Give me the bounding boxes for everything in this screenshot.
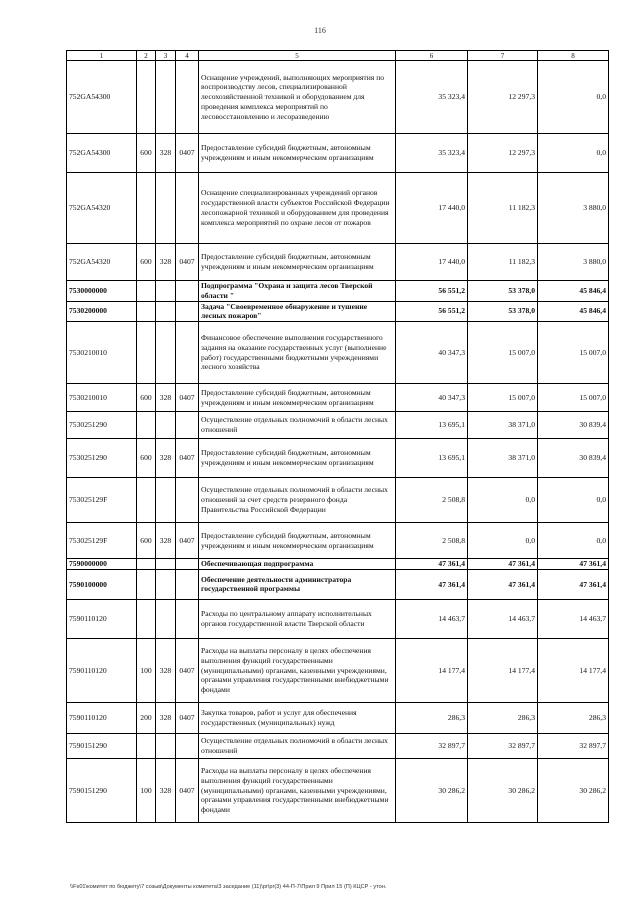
amount-col6-cell: 40 347,3 <box>396 384 468 412</box>
description-cell: Расходы по центральному аппарату исполнительных органов государственной власти Тверской области <box>199 599 396 638</box>
expense-type-cell <box>137 301 156 322</box>
header-row <box>67 51 609 61</box>
amount-col8-cell: 15 007,0 <box>538 322 609 384</box>
header-col-7: 7 <box>468 51 538 61</box>
description-cell: Расходы на выплаты персоналу в целях обеспечения выполнения функций государственными (муниципальными) органами, казенными учреждениями, органами управления государственными внебюджетными фондами <box>199 758 396 822</box>
description-cell: Предоставление субсидий бюджетным, автономным учреждениям и иным некоммерческим организациям <box>199 384 396 412</box>
expense-type-cell: 600 <box>137 523 156 559</box>
amount-col8-cell: 3 880,0 <box>538 244 609 281</box>
amount-col8-cell: 45 846,4 <box>538 301 609 322</box>
amount-col6-cell: 56 551,2 <box>396 301 468 322</box>
amount-col6-cell: 35 323,4 <box>396 134 468 173</box>
description-cell: Осуществление отдельных полномочий в области лесных отношений <box>199 733 396 758</box>
amount-col6-cell: 47 361,4 <box>396 569 468 599</box>
amount-col6-cell: 17 440,0 <box>396 244 468 281</box>
amount-col8-cell: 15 007,0 <box>538 384 609 412</box>
description-cell: Подпрограмма "Охрана и защита лесов Тверской области " <box>199 281 396 302</box>
amount-col6-cell: 35 323,4 <box>396 61 468 134</box>
amount-col6-cell: 13 695,1 <box>396 412 468 439</box>
amount-col7-cell: 38 371,0 <box>468 439 538 478</box>
amount-col8-cell: 286,3 <box>538 702 609 733</box>
kcsr-code-cell: 752GA54300 <box>67 134 137 173</box>
section-code-cell <box>176 281 199 302</box>
amount-col7-cell: 47 361,4 <box>468 569 538 599</box>
amount-col6-cell: 40 347,3 <box>396 322 468 384</box>
section-code-cell: 0407 <box>176 638 199 702</box>
header-col-3: 3 <box>156 51 176 61</box>
amount-col8-cell: 0,0 <box>538 523 609 559</box>
expense-type-cell <box>137 559 156 570</box>
ministry-code-cell: 328 <box>156 439 176 478</box>
amount-col7-cell: 15 007,0 <box>468 322 538 384</box>
section-code-cell <box>176 599 199 638</box>
section-code-cell: 0407 <box>176 134 199 173</box>
section-code-cell <box>176 322 199 384</box>
amount-col8-cell: 14 463,7 <box>538 599 609 638</box>
description-cell: Предоставление субсидий бюджетным, автономным учреждениям и иным некоммерческим организациям <box>199 439 396 478</box>
amount-col8-cell: 30 286,2 <box>538 758 609 822</box>
amount-col7-cell: 14 177,4 <box>468 638 538 702</box>
amount-col6-cell: 2 508,8 <box>396 478 468 523</box>
table-row <box>67 301 609 322</box>
table-row <box>67 569 609 599</box>
amount-col6-cell: 13 695,1 <box>396 439 468 478</box>
table-row <box>67 733 609 758</box>
section-code-cell <box>176 733 199 758</box>
table-row <box>67 559 609 570</box>
ministry-code-cell: 328 <box>156 244 176 281</box>
amount-col7-cell: 15 007,0 <box>468 384 538 412</box>
kcsr-code-cell: 7530210010 <box>67 322 137 384</box>
ministry-code-cell <box>156 322 176 384</box>
description-cell: Расходы на выплаты персоналу в целях обеспечения выполнения функций государственными (муниципальными) органами, казенными учреждениями, органами управления государственными внебюджетными фондами <box>199 638 396 702</box>
section-code-cell <box>176 301 199 322</box>
description-cell: Обеспечивающая подпрограмма <box>199 559 396 570</box>
description-cell: Предоставление субсидий бюджетным, автономным учреждениям и иным некоммерческим организациям <box>199 134 396 173</box>
table-row <box>67 384 609 412</box>
ministry-code-cell <box>156 412 176 439</box>
kcsr-code-cell: 752GA54320 <box>67 173 137 244</box>
amount-col8-cell: 0,0 <box>538 61 609 134</box>
kcsr-code-cell: 7590110120 <box>67 638 137 702</box>
section-code-cell: 0407 <box>176 523 199 559</box>
kcsr-code-cell: 7530251290 <box>67 412 137 439</box>
amount-col8-cell: 0,0 <box>538 134 609 173</box>
ministry-code-cell <box>156 599 176 638</box>
amount-col8-cell: 30 839,4 <box>538 412 609 439</box>
amount-col7-cell: 53 378,0 <box>468 281 538 302</box>
amount-col8-cell: 3 880,0 <box>538 173 609 244</box>
expense-type-cell <box>137 322 156 384</box>
ministry-code-cell <box>156 569 176 599</box>
ministry-code-cell <box>156 173 176 244</box>
kcsr-code-cell: 7590000000 <box>67 559 137 570</box>
table-row <box>67 702 609 733</box>
header-col-8: 8 <box>538 51 609 61</box>
amount-col8-cell: 45 846,4 <box>538 281 609 302</box>
table-row <box>67 244 609 281</box>
amount-col6-cell: 17 440,0 <box>396 173 468 244</box>
amount-col7-cell: 0,0 <box>468 478 538 523</box>
expense-type-cell <box>137 173 156 244</box>
table-row <box>67 173 609 244</box>
ministry-code-cell <box>156 301 176 322</box>
header-col-1: 1 <box>67 51 137 61</box>
kcsr-code-cell: 7590110120 <box>67 599 137 638</box>
expense-type-cell: 600 <box>137 244 156 281</box>
amount-col8-cell: 32 897,7 <box>538 733 609 758</box>
table-row <box>67 523 609 559</box>
amount-col7-cell: 38 371,0 <box>468 412 538 439</box>
expense-type-cell <box>137 733 156 758</box>
kcsr-code-cell: 753025129F <box>67 478 137 523</box>
amount-col7-cell: 11 182,3 <box>468 244 538 281</box>
expense-type-cell <box>137 61 156 134</box>
expense-type-cell <box>137 569 156 599</box>
header-col-6: 6 <box>396 51 468 61</box>
ministry-code-cell <box>156 281 176 302</box>
section-code-cell: 0407 <box>176 758 199 822</box>
amount-col7-cell: 30 286,2 <box>468 758 538 822</box>
description-cell: Оснащение учреждений, выполняющих мероприятия по воспроизводству лесов, специализированной лесохозяйственной техникой и оборудованием для проведения комплекса мероприятий по лесовосстановлению и лесоразведению <box>199 61 396 134</box>
header-col-5: 5 <box>199 51 396 61</box>
table-row <box>67 134 609 173</box>
kcsr-code-cell: 7530210010 <box>67 384 137 412</box>
table-row <box>67 439 609 478</box>
section-code-cell <box>176 559 199 570</box>
page-number: 116 <box>314 26 326 35</box>
table-row <box>67 322 609 384</box>
ministry-code-cell <box>156 559 176 570</box>
file-path-footer: \\Fs01\комитет по бюджету\7 созыв\Документы комитета\3 заседание (11)\pr\pr(3) 44-П-7\Прил 9 Прил 15 (П) КЦСР - утон. <box>70 884 387 890</box>
amount-col6-cell: 47 361,4 <box>396 559 468 570</box>
kcsr-code-cell: 7590151290 <box>67 758 137 822</box>
amount-col6-cell: 286,3 <box>396 702 468 733</box>
amount-col6-cell: 14 463,7 <box>396 599 468 638</box>
amount-col8-cell: 0,0 <box>538 478 609 523</box>
table-row <box>67 281 609 302</box>
description-cell: Осуществление отдельных полномочий в области лесных отношений <box>199 412 396 439</box>
table-row <box>67 412 609 439</box>
amount-col6-cell: 2 508,8 <box>396 523 468 559</box>
section-code-cell <box>176 478 199 523</box>
kcsr-code-cell: 7530251290 <box>67 439 137 478</box>
expense-type-cell: 600 <box>137 134 156 173</box>
description-cell: Задача "Своевременное обнаружение и тушение лесных пожаров" <box>199 301 396 322</box>
amount-col7-cell: 286,3 <box>468 702 538 733</box>
expense-type-cell <box>137 478 156 523</box>
table-row <box>67 599 609 638</box>
expense-type-cell: 200 <box>137 702 156 733</box>
table-row <box>67 758 609 822</box>
description-cell: Осуществление отдельных полномочий в области лесных отношений за счет средств резервного фонда Правительства Российской Федерации <box>199 478 396 523</box>
description-cell: Обеспечение деятельности администратора государственной программы <box>199 569 396 599</box>
section-code-cell <box>176 61 199 134</box>
amount-col7-cell: 11 182,3 <box>468 173 538 244</box>
description-cell: Предоставление субсидий бюджетным, автономным учреждениям и иным некоммерческим организациям <box>199 523 396 559</box>
ministry-code-cell: 328 <box>156 384 176 412</box>
kcsr-code-cell: 753025129F <box>67 523 137 559</box>
section-code-cell <box>176 569 199 599</box>
ministry-code-cell: 328 <box>156 134 176 173</box>
expense-type-cell: 100 <box>137 758 156 822</box>
kcsr-code-cell: 7590100000 <box>67 569 137 599</box>
amount-col7-cell: 14 463,7 <box>468 599 538 638</box>
description-cell: Предоставление субсидий бюджетным, автономным учреждениям и иным некоммерческим организациям <box>199 244 396 281</box>
kcsr-code-cell: 752GA54320 <box>67 244 137 281</box>
ministry-code-cell <box>156 61 176 134</box>
section-code-cell <box>176 173 199 244</box>
amount-col6-cell: 32 897,7 <box>396 733 468 758</box>
description-cell: Финансовое обеспечение выполнения государственного задания на оказание государственных услуг (выполнение работ) государственными бюджетными учреждениями лесного хозяйства <box>199 322 396 384</box>
ministry-code-cell <box>156 733 176 758</box>
table-row <box>67 61 609 134</box>
amount-col8-cell: 14 177,4 <box>538 638 609 702</box>
section-code-cell: 0407 <box>176 244 199 281</box>
amount-col7-cell: 47 361,4 <box>468 559 538 570</box>
amount-col7-cell: 12 297,3 <box>468 134 538 173</box>
amount-col6-cell: 30 286,2 <box>396 758 468 822</box>
ministry-code-cell: 328 <box>156 523 176 559</box>
description-cell: Оснащение специализированных учреждений органов государственной власти субъектов Российской Федерации лесопожарной техникой и оборудованием для проведения комплекса мероприятий по охране лесов от пожаров <box>199 173 396 244</box>
expense-type-cell <box>137 412 156 439</box>
kcsr-code-cell: 752GA54300 <box>67 61 137 134</box>
expense-type-cell: 600 <box>137 439 156 478</box>
ministry-code-cell: 328 <box>156 638 176 702</box>
kcsr-code-cell: 7530200000 <box>67 301 137 322</box>
expense-type-cell: 600 <box>137 384 156 412</box>
amount-col8-cell: 47 361,4 <box>538 569 609 599</box>
amount-col7-cell: 53 378,0 <box>468 301 538 322</box>
section-code-cell <box>176 412 199 439</box>
amount-col6-cell: 14 177,4 <box>396 638 468 702</box>
amount-col8-cell: 30 839,4 <box>538 439 609 478</box>
amount-col8-cell: 47 361,4 <box>538 559 609 570</box>
kcsr-code-cell: 7590110120 <box>67 702 137 733</box>
kcsr-code-cell: 7530000000 <box>67 281 137 302</box>
amount-col7-cell: 32 897,7 <box>468 733 538 758</box>
kcsr-code-cell: 7590151290 <box>67 733 137 758</box>
table-row <box>67 638 609 702</box>
expense-type-cell <box>137 281 156 302</box>
amount-col7-cell: 12 297,3 <box>468 61 538 134</box>
amount-col7-cell: 0,0 <box>468 523 538 559</box>
ministry-code-cell <box>156 478 176 523</box>
ministry-code-cell: 328 <box>156 758 176 822</box>
table-row <box>67 478 609 523</box>
section-code-cell: 0407 <box>176 702 199 733</box>
header-col-4: 4 <box>176 51 199 61</box>
section-code-cell: 0407 <box>176 439 199 478</box>
description-cell: Закупка товаров, работ и услуг для обеспечения государственных (муниципальных) нужд <box>199 702 396 733</box>
expense-type-cell <box>137 599 156 638</box>
section-code-cell: 0407 <box>176 384 199 412</box>
budget-table <box>66 50 609 823</box>
expense-type-cell: 100 <box>137 638 156 702</box>
header-col-2: 2 <box>137 51 156 61</box>
ministry-code-cell: 328 <box>156 702 176 733</box>
amount-col6-cell: 56 551,2 <box>396 281 468 302</box>
